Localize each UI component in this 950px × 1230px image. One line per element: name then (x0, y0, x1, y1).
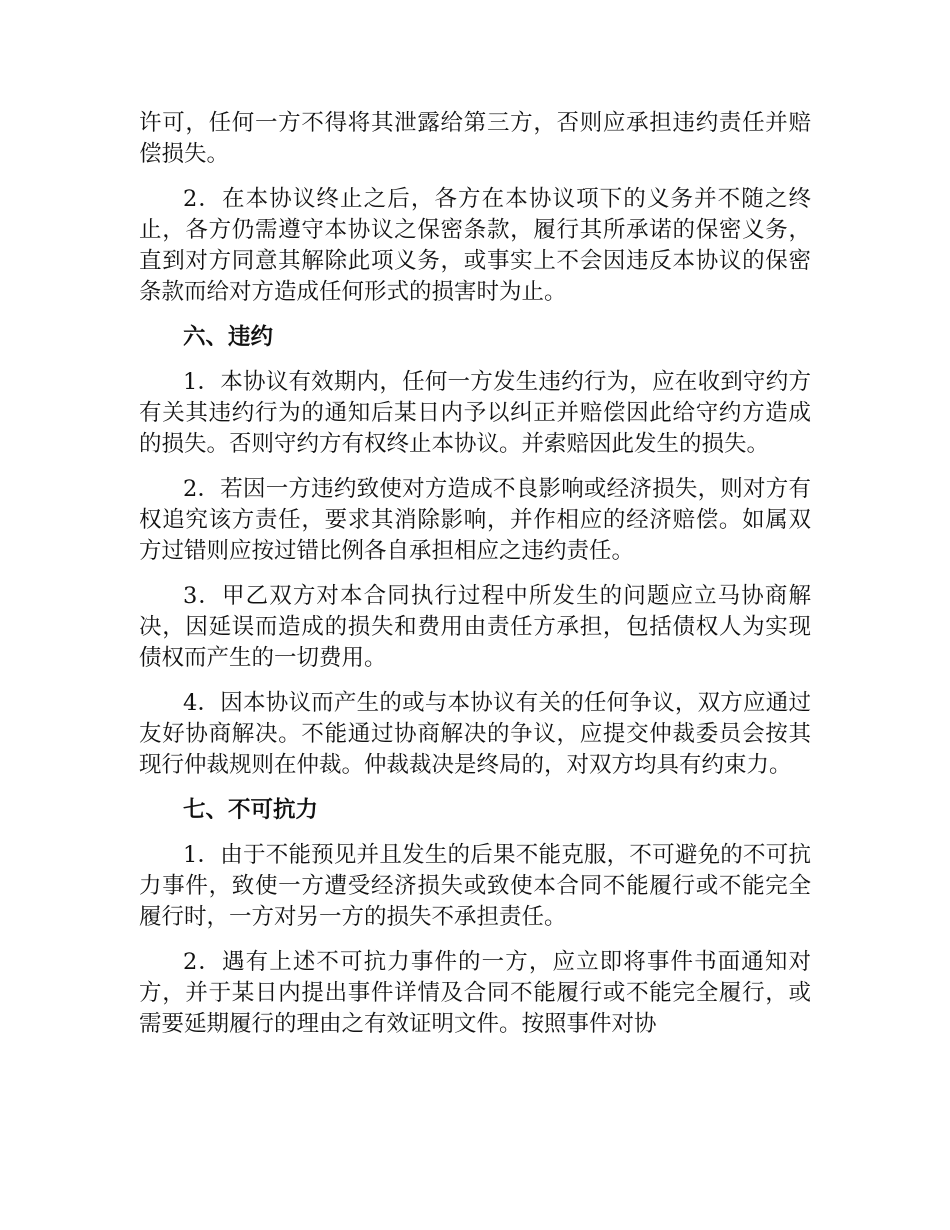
paragraph-breach-3: 3．甲乙双方对本合同执行过程中所发生的问题应立马协商解决，因延误而造成的损失和费用由责任方承担，包括债权人为实现债权而产生的一切费用。 (139, 583, 811, 671)
document-page (139, 108, 811, 1054)
paragraph-force-majeure-2: 2．遇有上述不可抗力事件的一方，应立即将事件书面通知对方，并于某日内提出事件详情及合同不能履行或不能完全履行，或需要延期履行的理由之有效证明文件。按照事件对协 (139, 949, 811, 1037)
paragraph-breach-2: 2．若因一方违约致使对方造成不良影响或经济损失，则对方有权追究该方责任，要求其消除影响，并作相应的经济赔偿。如属双方过错则应按过错比例各自承担相应之违约责任。 (139, 476, 811, 564)
paragraph-force-majeure-1: 1．由于不能预见并且发生的后果不能克服，不可避免的不可抗力事件，致使一方遭受经济损失或致使本合同不能履行或不能完全履行时，一方对另一方的损失不承担责任。 (139, 842, 811, 930)
paragraph-breach-1: 1．本协议有效期内，任何一方发生违约行为，应在收到守约方有关其违约行为的通知后某日内予以纠正并赔偿因此给守约方造成的损失。否则守约方有权终止本协议。并索赔因此发生的损失。 (139, 369, 811, 457)
paragraph-breach-4: 4．因本协议而产生的或与本协议有关的任何争议，双方应通过友好协商解决。不能通过协商解决的争议，应提交仲裁委员会按其现行仲裁规则在仲裁。仲裁裁决是终局的，对双方均具有约束力。 (139, 690, 811, 778)
paragraph-continuation: 许可，任何一方不得将其泄露给第三方，否则应承担违约责任并赔偿损失。 (139, 110, 811, 167)
section-heading-force-majeure: 七、不可抗力 (183, 797, 319, 823)
section-heading-breach: 六、违约 (183, 324, 274, 350)
paragraph-confidentiality-2: 2．在本协议终止之后，各方在本协议项下的义务并不随之终止，各方仍需遵守本协议之保密条款，履行其所承诺的保密义务，直到对方同意其解除此项义务，或事实上不会因违反本协议的保密条款而给对方造成任何形式的损害时为止。 (139, 186, 811, 305)
